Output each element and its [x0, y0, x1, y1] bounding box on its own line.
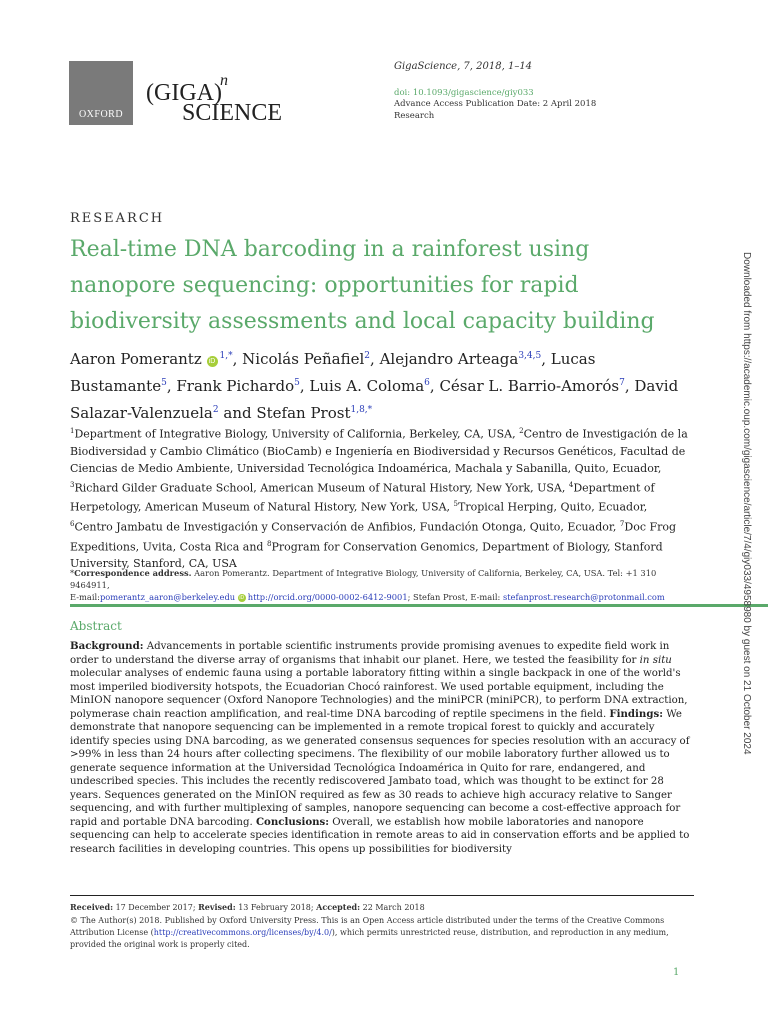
author-name: Frank Pichardo [176, 377, 295, 395]
affiliation-marker: 4 [568, 480, 574, 489]
correspondence-label: Correspondence address. [74, 568, 192, 578]
author-list: Aaron Pomerantz $iD^{1,*}$, Nicolás Peñafiel$^2$, Alejandro Arteaga$^{3,4,5}$, Lucas Bustamante$^5$, Frank Pichardo$^5$, Luis A. Coloma$^6$, César L. Barrio-Amorós$^7$, David Salazar-Valenzuela$^2$ and Stefan Prost$^{1,8,*}$ [70, 350, 679, 422]
article-dates: Received: 17 December 2017; Revised: 13 February 2018; Accepted: 22 March 2018 [70, 902, 425, 912]
author [176, 377, 299, 395]
download-watermark: Downloaded from https://academic.oup.com/gigascience/article/7/4/giy033/4958980 by guest on 21 October 2024 [741, 252, 752, 755]
article-type: Research [394, 111, 435, 121]
author-name: Alejandro Arteaga [379, 350, 519, 368]
logo-n: n [220, 72, 228, 89]
license-notice: © The Author(s) 2018. Published by Oxford University Press. This is an Open Access article distributed under the terms of the Creative Commons Attribution License (http://creativecommons.org/licenses/by/4.0/), which permits unrestricted reuse, distribution, and reproduction in any medium, provided the original work is properly cited. [70, 916, 669, 949]
orcid-icon[interactable]: iD [207, 356, 218, 367]
affiliation-text: Program for Conservation Genomics, Department of Biology, Stanford University, Stanford, CA, USA [70, 540, 663, 571]
affiliation-marker: 2 [519, 427, 524, 435]
affiliation-marker: 3 [70, 480, 75, 489]
logo-science: SCIENCE [182, 100, 283, 126]
author [70, 350, 233, 368]
section-label: RESEARCH [70, 211, 165, 226]
affiliation-marker: 6 [70, 519, 75, 528]
affiliation-text: Centro de Investigación de la Biodiversidad y Cambio Climático (BioCamb) e Ingeniería en Biodiversidad y Recursos Genéticos, Facultad de Ciencias de Medio Ambiente, Universidad Tecnológica Indoamérica, Machala y Sabanilla, Quito, Ecuador, [70, 427, 688, 475]
author-name: Nicolás Peñafiel [242, 350, 365, 368]
doi-link[interactable]: doi: 10.1093/gigascience/giy033 [394, 88, 534, 98]
affiliation-text: Department of Integrative Biology, University of California, Berkeley, CA, USA, [74, 427, 520, 441]
email-link[interactable]: pomerantz_aaron@berkeley.edu [99, 592, 236, 602]
author [309, 377, 430, 395]
gigascience-logo [146, 72, 286, 126]
journal-citation: GigaScience, 7, 2018, 1–14 [394, 61, 533, 72]
author-affiliation-marker: 7 [619, 378, 625, 388]
section-divider [70, 604, 768, 607]
author-name: Lucas Bustamante [70, 350, 596, 395]
author-name: César L. Barrio-Amorós [439, 377, 620, 395]
author-affiliation-marker: 1,* [219, 351, 233, 361]
author-name: Luis A. Coloma [309, 377, 425, 395]
author-name: David Salazar-Valenzuela [70, 377, 679, 422]
affiliation-text: Centro Jambatu de Investigación y Conservación de Anfibios, Fundación Otonga, Quito, Ecuador, [74, 520, 620, 534]
license-link[interactable]: http://creativecommons.org/licenses/by/4.0/ [153, 928, 332, 937]
email-link-2[interactable]: stefanprost.research@protonmail.com [502, 592, 665, 602]
footer-divider [70, 895, 694, 896]
author [439, 377, 624, 395]
abstract-body: Background: Advancements in portable scientific instruments provide promising avenues to expedite field work in order to understand the diverse array of organisms that inhabit our planet. Here, we tested the feasibility for in situ molecular analyses of endemic fauna using a portable laboratory fitting within a single backpack in one of the world's most imperiled biodiversity hotspots, the Ecuadorian Chocó rainforest. We used portable equipment, including the MinION nanopore sequencer (Oxford Nanopore Technologies) and the miniPCR (miniPCR), to perform DNA extraction, polymerase chain reaction amplification, and real-time DNA barcoding of reptile specimens in the field. Findings: We demonstrate that nanopore sequencing can be implemented in a remote tropical forest to quickly and accurately identify species using DNA barcoding, as we generated consensus sequences for species resolution with an accuracy of >99% in less than 24 hours after collecting specimens. The flexibility of our mobile laboratory further allowed us to generate sequence information at the Universidad Tecnológica Indoamérica in Quito for rare, endangered, and undescribed species. This includes the recently rediscovered Jambato toad, which was thought to be extinct for 28 years. Sequences generated on the MinION required as few as 30 reads to achieve high accuracy relative to Sanger sequencing, and with further multiplexing of samples, nanopore sequencing can become a cost-effective approach for rapid and portable DNA barcoding. Conclusions: Overall, we establish how mobile laboratories and nanopore sequencing can help to accelerate species identification in remote areas to aid in conservation efforts and be applied to research facilities in developing countries. This opens up possibilities for biodiversity [70, 640, 690, 855]
page-number: 1 [673, 967, 680, 978]
author [242, 350, 370, 368]
oxford-logo [69, 61, 133, 125]
publisher-name: OXFORD [78, 109, 124, 120]
affiliations [70, 423, 690, 572]
affiliation-text: Doc Frog Expeditions, Uvita, Costa Rica and [70, 520, 677, 554]
affiliation-text: Tropical Herping, Quito, Ecuador, [457, 500, 648, 514]
author [256, 404, 372, 422]
affiliation-marker: 8 [266, 539, 272, 548]
author-affiliation-marker: 2 [364, 351, 371, 361]
journal-info [394, 61, 596, 122]
author-name: Aaron Pomerantz [70, 350, 202, 368]
author-affiliation-marker: 3,4,5 [518, 351, 542, 361]
affiliation-text: Richard Gilder Graduate School, American Museum of Natural History, New York, USA, [74, 481, 569, 495]
affiliation-marker: 7 [619, 519, 625, 528]
orcid-link[interactable]: http://orcid.org/0000-0002-6412-9001 [247, 592, 408, 602]
logo-giga: (GIGA) [146, 80, 222, 106]
author-affiliation-marker: 6 [424, 378, 430, 388]
author-name: Stefan Prost [256, 404, 351, 422]
article-title: Real-time DNA barcoding in a rainforest using nanopore sequencing: opportunities for rapid biodiversity assessments and local capacity building [70, 237, 655, 334]
affiliation-marker: 5 [453, 500, 458, 509]
publication-date: Advance Access Publication Date: 2 April 2018 [394, 99, 597, 109]
author-affiliation-marker: 5 [294, 378, 300, 388]
author-affiliation-marker: 1,8,* [350, 405, 373, 415]
abstract-heading: Abstract [70, 619, 122, 633]
affiliation-text: Department of Herpetology, American Museum of Natural History, New York, USA, [70, 481, 655, 514]
orcid-icon: iD [239, 595, 245, 601]
author-affiliation-marker: 2 [212, 405, 219, 415]
author [380, 350, 542, 368]
affiliation-marker: 1 [70, 427, 75, 435]
correspondence: *Correspondence address. Aaron Pomerantz. Department of Integrative Biology, University of California, Berkeley, CA, USA. Tel: +1 310 9464911, E-mail:pomerantz_aaron@berkeley.edu iD http://orcid.org/0000-0002-6412-9001; Stefan Prost, E-mail: stefanprost.research@protonmail.com [70, 568, 665, 602]
author-affiliation-marker: 5 [161, 378, 167, 388]
